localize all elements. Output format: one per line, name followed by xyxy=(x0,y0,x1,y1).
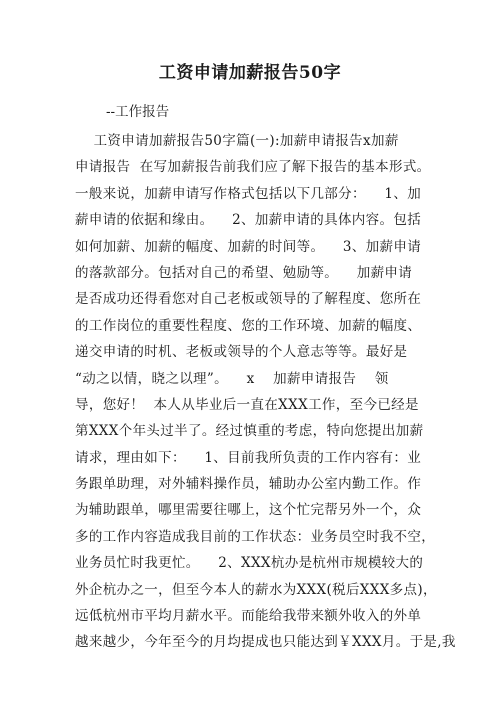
body-line: 请求，理由如下： 1、目前我所负责的工作内容有：业 xyxy=(75,449,422,466)
body-line: 外企杭办之一，但至今本人的薪水为XXX(税后XXX多点)， xyxy=(75,581,437,598)
body-line: 如何加薪、加薪的幅度、加薪的时间等。 3、加薪申请 xyxy=(75,238,422,255)
body-line: 第XXX个年头过半了。经过慎重的考虑，特向您提出加薪 xyxy=(75,423,424,440)
body-line: 申请报告 在写加薪报告前我们应了解下报告的基本形式。 xyxy=(75,159,431,176)
body-line: 薪申请的依据和缘由。 2、加薪申请的具体内容。包括 xyxy=(75,212,422,229)
body-line: 为辅助跟单，哪里需要往哪上，这个忙完帮另外一个，众 xyxy=(75,502,422,519)
body-line: 的工作岗位的重要性程度、您的工作环境、加薪的幅度、 xyxy=(75,317,422,334)
body-line: 工资申请加薪报告50字篇(一):加薪申请报告x加薪 xyxy=(75,133,399,149)
body-line: 远低杭州市平均月薪水平。而能给我带来额外收入的外单 xyxy=(75,608,422,625)
document-title: 工资申请加薪报告50字 xyxy=(158,63,342,83)
body-line: 的落款部分。包括对自己的希望、勉励等。 加薪申请 xyxy=(75,264,413,281)
body-line: 务跟单助理，对外辅料操作员，辅助办公室内勤工作。作 xyxy=(75,476,422,493)
body-line: 是否成功还得看您对自己老板或领导的了解程度、您所在 xyxy=(75,291,422,308)
body-line: “动之以情，晓之以理”。 x 加薪申请报告 领 xyxy=(75,370,389,387)
body-line: 业务员忙时我更忙。 2、XXX杭办是杭州市规模较大的 xyxy=(75,555,424,572)
body-line: 递交申请的时机、老板或领导的个人意志等等。最好是 xyxy=(75,344,408,361)
body-line: 一般来说，加薪申请写作格式包括以下几部分： 1、加 xyxy=(75,185,422,202)
document-body xyxy=(75,128,475,656)
body-line: 多的工作内容造成我目前的工作状态：业务员空时我不空， xyxy=(75,528,436,545)
body-line: 越来越少，今年至今的月均提成也只能达到￥XXX月。于是,我 xyxy=(75,634,456,651)
section-heading: --工作报告 xyxy=(106,104,170,120)
body-line: 导，您好！ 本人从毕业后一直在XXX工作，至今已经是 xyxy=(75,396,419,413)
